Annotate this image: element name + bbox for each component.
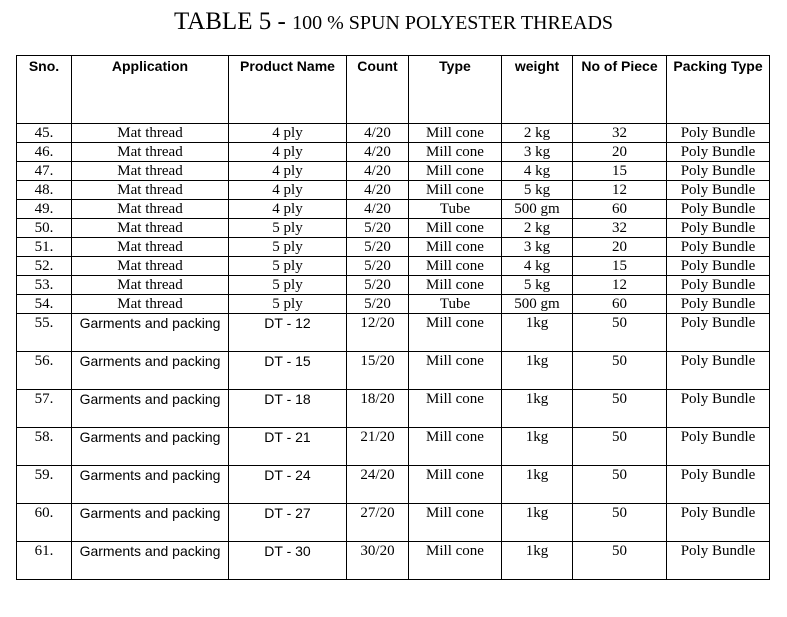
cell-type: Mill cone bbox=[409, 257, 502, 276]
cell-application: Garments and packing bbox=[72, 504, 229, 542]
cell-no-of-piece: 20 bbox=[573, 238, 667, 257]
cell-count: 12/20 bbox=[347, 314, 409, 352]
cell-type: Mill cone bbox=[409, 314, 502, 352]
cell-product-name: DT - 12 bbox=[229, 314, 347, 352]
cell-weight: 500 gm bbox=[502, 295, 573, 314]
cell-application: Mat thread bbox=[72, 143, 229, 162]
header-weight: weight bbox=[502, 56, 573, 124]
cell-sno: 61. bbox=[17, 542, 72, 580]
cell-sno: 59. bbox=[17, 466, 72, 504]
table-row bbox=[17, 162, 770, 181]
cell-type: Mill cone bbox=[409, 542, 502, 580]
cell-weight: 1kg bbox=[502, 466, 573, 504]
cell-sno: 46. bbox=[17, 143, 72, 162]
cell-sno: 55. bbox=[17, 314, 72, 352]
cell-application: Mat thread bbox=[72, 257, 229, 276]
threads-table bbox=[16, 55, 770, 580]
cell-application: Mat thread bbox=[72, 219, 229, 238]
cell-packing-type: Poly Bundle bbox=[667, 390, 770, 428]
cell-product-name: 4 ply bbox=[229, 181, 347, 200]
cell-product-name: 5 ply bbox=[229, 257, 347, 276]
cell-no-of-piece: 50 bbox=[573, 466, 667, 504]
cell-application: Garments and packing bbox=[72, 428, 229, 466]
cell-product-name: 4 ply bbox=[229, 124, 347, 143]
cell-weight: 500 gm bbox=[502, 200, 573, 219]
cell-type: Mill cone bbox=[409, 466, 502, 504]
cell-weight: 3 kg bbox=[502, 143, 573, 162]
cell-product-name: 5 ply bbox=[229, 276, 347, 295]
cell-packing-type: Poly Bundle bbox=[667, 276, 770, 295]
cell-type: Mill cone bbox=[409, 390, 502, 428]
cell-type: Mill cone bbox=[409, 124, 502, 143]
cell-sno: 51. bbox=[17, 238, 72, 257]
cell-count: 4/20 bbox=[347, 162, 409, 181]
cell-product-name: DT - 18 bbox=[229, 390, 347, 428]
cell-count: 27/20 bbox=[347, 504, 409, 542]
table-row bbox=[17, 200, 770, 219]
cell-weight: 1kg bbox=[502, 504, 573, 542]
cell-product-name: 4 ply bbox=[229, 200, 347, 219]
cell-no-of-piece: 50 bbox=[573, 428, 667, 466]
cell-count: 4/20 bbox=[347, 143, 409, 162]
header-packing-type: Packing Type bbox=[667, 56, 770, 124]
cell-no-of-piece: 32 bbox=[573, 219, 667, 238]
cell-no-of-piece: 50 bbox=[573, 352, 667, 390]
cell-sno: 54. bbox=[17, 295, 72, 314]
cell-packing-type: Poly Bundle bbox=[667, 219, 770, 238]
table-row bbox=[17, 181, 770, 200]
cell-no-of-piece: 60 bbox=[573, 200, 667, 219]
cell-count: 18/20 bbox=[347, 390, 409, 428]
cell-sno: 57. bbox=[17, 390, 72, 428]
table-row bbox=[17, 143, 770, 162]
cell-weight: 2 kg bbox=[502, 219, 573, 238]
cell-weight: 1kg bbox=[502, 352, 573, 390]
cell-weight: 1kg bbox=[502, 542, 573, 580]
title-main: TABLE 5 - bbox=[173, 8, 293, 35]
table-row bbox=[17, 295, 770, 314]
cell-application: Mat thread bbox=[72, 295, 229, 314]
cell-no-of-piece: 50 bbox=[573, 504, 667, 542]
cell-type: Mill cone bbox=[409, 181, 502, 200]
cell-weight: 1kg bbox=[502, 390, 573, 428]
cell-count: 15/20 bbox=[347, 352, 409, 390]
table-row bbox=[17, 238, 770, 257]
cell-product-name: 5 ply bbox=[229, 219, 347, 238]
header-product-name: Product Name bbox=[229, 56, 347, 124]
cell-type: Mill cone bbox=[409, 219, 502, 238]
header-application: Application bbox=[72, 56, 229, 124]
cell-packing-type: Poly Bundle bbox=[667, 352, 770, 390]
header-no-of-piece: No of Piece bbox=[573, 56, 667, 124]
table-row bbox=[17, 219, 770, 238]
cell-packing-type: Poly Bundle bbox=[667, 295, 770, 314]
cell-packing-type: Poly Bundle bbox=[667, 200, 770, 219]
table-row bbox=[17, 466, 770, 504]
cell-application: Mat thread bbox=[72, 276, 229, 295]
cell-no-of-piece: 32 bbox=[573, 124, 667, 143]
cell-count: 21/20 bbox=[347, 428, 409, 466]
cell-count: 4/20 bbox=[347, 124, 409, 143]
cell-product-name: DT - 15 bbox=[229, 352, 347, 390]
cell-count: 5/20 bbox=[347, 219, 409, 238]
cell-sno: 58. bbox=[17, 428, 72, 466]
cell-sno: 45. bbox=[17, 124, 72, 143]
header-type: Type bbox=[409, 56, 502, 124]
cell-no-of-piece: 15 bbox=[573, 162, 667, 181]
cell-packing-type: Poly Bundle bbox=[667, 314, 770, 352]
title-sub: 100 % SPUN POLYESTER THREADS bbox=[292, 12, 614, 34]
cell-type: Mill cone bbox=[409, 276, 502, 295]
cell-count: 5/20 bbox=[347, 257, 409, 276]
cell-application: Mat thread bbox=[72, 200, 229, 219]
cell-count: 5/20 bbox=[347, 295, 409, 314]
cell-type: Mill cone bbox=[409, 238, 502, 257]
cell-packing-type: Poly Bundle bbox=[667, 466, 770, 504]
cell-product-name: 5 ply bbox=[229, 295, 347, 314]
cell-count: 5/20 bbox=[347, 238, 409, 257]
cell-no-of-piece: 50 bbox=[573, 390, 667, 428]
cell-type: Tube bbox=[409, 295, 502, 314]
cell-type: Tube bbox=[409, 200, 502, 219]
table-row bbox=[17, 314, 770, 352]
cell-no-of-piece: 12 bbox=[573, 276, 667, 295]
cell-packing-type: Poly Bundle bbox=[667, 542, 770, 580]
cell-application: Garments and packing bbox=[72, 352, 229, 390]
cell-packing-type: Poly Bundle bbox=[667, 143, 770, 162]
header-count: Count bbox=[347, 56, 409, 124]
table-header-row bbox=[17, 56, 770, 124]
cell-sno: 47. bbox=[17, 162, 72, 181]
cell-application: Mat thread bbox=[72, 181, 229, 200]
table-row bbox=[17, 124, 770, 143]
cell-type: Mill cone bbox=[409, 352, 502, 390]
cell-weight: 5 kg bbox=[502, 181, 573, 200]
cell-sno: 56. bbox=[17, 352, 72, 390]
cell-type: Mill cone bbox=[409, 504, 502, 542]
cell-packing-type: Poly Bundle bbox=[667, 257, 770, 276]
table-row bbox=[17, 542, 770, 580]
cell-packing-type: Poly Bundle bbox=[667, 181, 770, 200]
cell-count: 4/20 bbox=[347, 181, 409, 200]
cell-no-of-piece: 20 bbox=[573, 143, 667, 162]
cell-packing-type: Poly Bundle bbox=[667, 504, 770, 542]
cell-product-name: 4 ply bbox=[229, 143, 347, 162]
cell-weight: 4 kg bbox=[502, 257, 573, 276]
cell-no-of-piece: 15 bbox=[573, 257, 667, 276]
document-title bbox=[0, 8, 787, 36]
cell-application: Mat thread bbox=[72, 124, 229, 143]
cell-type: Mill cone bbox=[409, 428, 502, 466]
cell-application: Garments and packing bbox=[72, 314, 229, 352]
cell-packing-type: Poly Bundle bbox=[667, 238, 770, 257]
cell-weight: 1kg bbox=[502, 314, 573, 352]
cell-weight: 5 kg bbox=[502, 276, 573, 295]
cell-application: Garments and packing bbox=[72, 542, 229, 580]
cell-count: 30/20 bbox=[347, 542, 409, 580]
cell-packing-type: Poly Bundle bbox=[667, 124, 770, 143]
table-body bbox=[17, 124, 770, 580]
cell-product-name: 4 ply bbox=[229, 162, 347, 181]
cell-sno: 52. bbox=[17, 257, 72, 276]
cell-no-of-piece: 50 bbox=[573, 542, 667, 580]
cell-count: 24/20 bbox=[347, 466, 409, 504]
cell-application: Garments and packing bbox=[72, 466, 229, 504]
table-row bbox=[17, 352, 770, 390]
cell-sno: 50. bbox=[17, 219, 72, 238]
table-row bbox=[17, 428, 770, 466]
cell-application: Garments and packing bbox=[72, 390, 229, 428]
cell-product-name: DT - 24 bbox=[229, 466, 347, 504]
cell-count: 5/20 bbox=[347, 276, 409, 295]
cell-packing-type: Poly Bundle bbox=[667, 428, 770, 466]
cell-no-of-piece: 12 bbox=[573, 181, 667, 200]
cell-type: Mill cone bbox=[409, 143, 502, 162]
cell-count: 4/20 bbox=[347, 200, 409, 219]
cell-product-name: DT - 27 bbox=[229, 504, 347, 542]
cell-weight: 1kg bbox=[502, 428, 573, 466]
cell-packing-type: Poly Bundle bbox=[667, 162, 770, 181]
table-row bbox=[17, 504, 770, 542]
cell-no-of-piece: 50 bbox=[573, 314, 667, 352]
cell-no-of-piece: 60 bbox=[573, 295, 667, 314]
cell-weight: 4 kg bbox=[502, 162, 573, 181]
table-row bbox=[17, 257, 770, 276]
cell-product-name: 5 ply bbox=[229, 238, 347, 257]
cell-sno: 49. bbox=[17, 200, 72, 219]
table-row bbox=[17, 390, 770, 428]
cell-weight: 2 kg bbox=[502, 124, 573, 143]
cell-product-name: DT - 21 bbox=[229, 428, 347, 466]
header-sno: Sno. bbox=[17, 56, 72, 124]
cell-application: Mat thread bbox=[72, 238, 229, 257]
cell-sno: 53. bbox=[17, 276, 72, 295]
cell-application: Mat thread bbox=[72, 162, 229, 181]
cell-product-name: DT - 30 bbox=[229, 542, 347, 580]
table-row bbox=[17, 276, 770, 295]
cell-sno: 60. bbox=[17, 504, 72, 542]
cell-weight: 3 kg bbox=[502, 238, 573, 257]
cell-type: Mill cone bbox=[409, 162, 502, 181]
cell-sno: 48. bbox=[17, 181, 72, 200]
